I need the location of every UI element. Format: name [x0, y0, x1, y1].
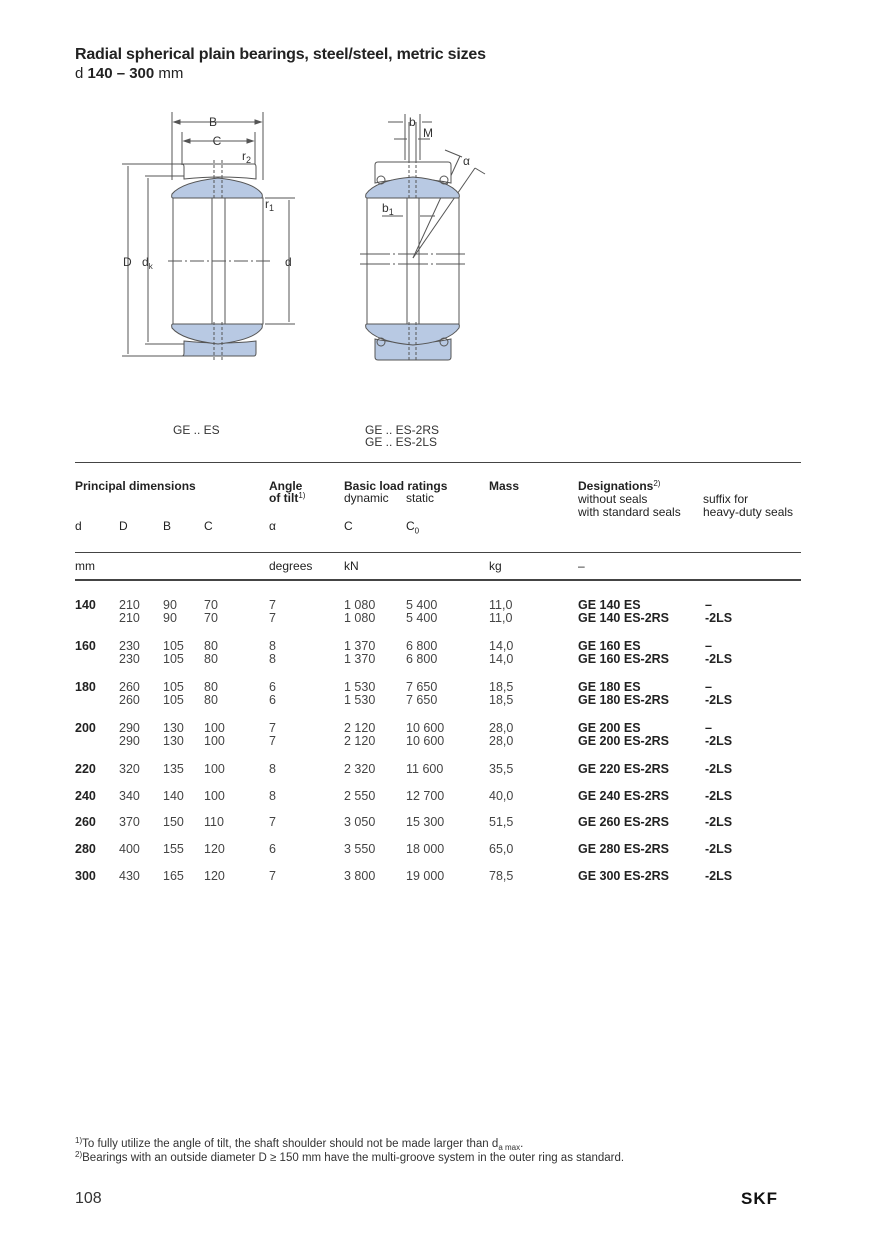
header-dynamic: dynamic [344, 491, 389, 505]
cell-suffix: -2LS [705, 762, 733, 776]
cell-c: 70 [204, 611, 218, 625]
cell-designation: GE 180 ES [578, 680, 641, 694]
cell-suffix: -2LS [705, 842, 733, 857]
header-without-seals: without seals [578, 492, 648, 506]
cell-d: 290 [119, 721, 140, 735]
header-with-standard-seals: with standard seals [578, 505, 681, 519]
cell-suffix: -2LS [705, 652, 733, 666]
cell-designation: GE 300 ES-2RS [578, 868, 670, 883]
cell-alpha: 8 [269, 762, 276, 776]
cell-d: 340 [119, 788, 140, 803]
table-top-rule [75, 462, 801, 463]
caption-ge-es: GE .. ES [173, 423, 220, 437]
units-top-rule [75, 552, 801, 553]
label-C: C [212, 134, 222, 148]
cell-mass: 28,0 [489, 721, 514, 735]
cell-mass: 11,0 [489, 611, 513, 625]
cell-alpha: 7 [269, 598, 276, 612]
cell-c0: 6 800 [406, 639, 438, 653]
unit-kN: kN [344, 559, 359, 573]
cell-c0: 18 000 [406, 842, 445, 857]
bearing-diagram-ge-es-2rs [350, 110, 500, 370]
cell-c: 80 [204, 639, 218, 653]
cell-c0: 10 600 [406, 721, 445, 735]
cell-designation: GE 280 ES-2RS [578, 842, 670, 857]
cell-c-dyn: 1 080 [344, 598, 376, 612]
cell-c-dyn: 1 370 [344, 639, 376, 653]
skf-logo-text: SKF [741, 1190, 778, 1206]
cell-designation: GE 180 ES-2RS [578, 693, 670, 707]
cell-designation: GE 160 ES [578, 639, 641, 653]
page-number: 108 [75, 1190, 102, 1207]
cell-c-dyn: 1 530 [344, 680, 376, 694]
cell-c: 120 [204, 842, 225, 857]
cell-c: 80 [204, 693, 218, 707]
cell-designation: GE 200 ES [578, 721, 641, 735]
footnote-2: $^{2)}$Bearings with an outside diameter D ≥ 150 mm have the multi-groove system in the outer ring as standard. [75, 1150, 625, 1164]
cell-c0: 10 600 [406, 734, 445, 748]
subtitle-prefix: d [75, 65, 84, 82]
header-of-tilt: of tilt$^{1)}$ [269, 491, 306, 505]
cell-d: 260 [119, 693, 140, 707]
header-static: static [406, 491, 435, 505]
symbol-D: D [119, 519, 128, 533]
unit-kg: kg [489, 559, 502, 573]
cell-c0: 12 700 [406, 788, 445, 803]
cell-b: 105 [163, 639, 184, 653]
cell-designation: GE 140 ES-2RS [578, 611, 670, 625]
cell-c: 100 [204, 721, 225, 735]
cell-suffix: – [705, 639, 712, 653]
cell-d: 300 [75, 868, 96, 883]
cell-d: 210 [119, 598, 140, 612]
cell-suffix: -2LS [705, 868, 733, 883]
cell-c0: 15 300 [406, 815, 445, 830]
cell-mass: 35,5 [489, 762, 514, 776]
label-d: d [285, 255, 292, 269]
cell-b: 105 [163, 652, 184, 666]
cell-suffix: – [705, 680, 712, 694]
cell-suffix: -2LS [705, 788, 733, 803]
cell-c-dyn: 1 370 [344, 652, 376, 666]
cell-designation: GE 160 ES-2RS [578, 652, 670, 666]
cell-d: 180 [75, 680, 96, 694]
label-M: M [423, 126, 433, 140]
symbol-C0: $C_0$ [406, 519, 420, 536]
cell-mass: 11,0 [489, 598, 513, 612]
cell-c-dyn: 2 320 [344, 762, 376, 776]
cell-alpha: 7 [269, 815, 276, 830]
cell-designation: GE 260 ES-2RS [578, 815, 670, 830]
subtitle-range: 140 – 300 [87, 65, 155, 82]
cell-mass: 14,0 [489, 639, 514, 653]
cell-c0: 11 600 [406, 762, 444, 776]
cell-c0: 5 400 [406, 598, 438, 612]
cell-b: 105 [163, 693, 184, 707]
cell-alpha: 7 [269, 721, 276, 735]
label-B: B [208, 115, 218, 129]
caption-ge-es-2rs: GE .. ES-2RS [365, 423, 440, 437]
cell-mass: 51,5 [489, 815, 514, 830]
cell-c0: 6 800 [406, 652, 438, 666]
cell-suffix: -2LS [705, 693, 733, 707]
footnote-1: $^{1)}$To fully utilize the angle of tilt, the shaft shoulder should not be made larger than $d_{a max}$. [75, 1136, 524, 1152]
cell-designation: GE 140 ES [578, 598, 641, 612]
cell-d: 400 [119, 842, 140, 857]
cell-c: 110 [204, 815, 224, 830]
symbol-C: C [204, 519, 213, 533]
cell-alpha: 7 [269, 734, 276, 748]
cell-d: 160 [75, 639, 96, 653]
cell-alpha: 8 [269, 639, 276, 653]
cell-b: 155 [163, 842, 184, 857]
label-r2: $r_2$ [242, 149, 252, 165]
header-load-ratings: Basic load ratings [344, 479, 448, 493]
cell-c-dyn: 2 550 [344, 788, 376, 803]
cell-d: 220 [75, 762, 96, 776]
cell-b: 130 [163, 721, 184, 735]
unit-mm: mm [75, 559, 95, 573]
cell-mass: 18,5 [489, 693, 514, 707]
cell-c: 100 [204, 788, 225, 803]
cell-designation: GE 220 ES-2RS [578, 762, 670, 776]
cell-suffix: – [705, 598, 712, 612]
cell-d: 430 [119, 868, 140, 883]
header-heavy-duty-seals: heavy-duty seals [703, 505, 794, 519]
cell-c-dyn: 1 080 [344, 611, 376, 625]
cell-mass: 18,5 [489, 680, 514, 694]
cell-suffix: -2LS [705, 734, 733, 748]
cell-b: 140 [163, 788, 184, 803]
cell-suffix: – [705, 721, 712, 735]
cell-alpha: 6 [269, 680, 276, 694]
cell-c: 70 [204, 598, 218, 612]
cell-suffix: -2LS [705, 815, 733, 830]
header-designations: Designations$^{2)}$ [578, 479, 661, 493]
cell-c: 120 [204, 868, 225, 883]
cell-mass: 65,0 [489, 842, 514, 857]
cell-c-dyn: 2 120 [344, 721, 376, 735]
cell-d: 140 [75, 598, 96, 612]
cell-designation: GE 240 ES-2RS [578, 788, 670, 803]
cell-c: 80 [204, 680, 218, 694]
cell-c0: 5 400 [406, 611, 438, 625]
skf-logo [741, 1190, 801, 1206]
cell-mass: 40,0 [489, 788, 514, 803]
symbol-alpha: α [269, 519, 276, 533]
cell-designation: GE 200 ES-2RS [578, 734, 670, 748]
cell-c-dyn: 1 530 [344, 693, 376, 707]
header-principal-dimensions: Principal dimensions [75, 479, 196, 493]
cell-c-dyn: 3 550 [344, 842, 376, 857]
cell-d: 230 [119, 639, 140, 653]
cell-alpha: 6 [269, 693, 276, 707]
cell-alpha: 7 [269, 868, 276, 883]
symbol-C-dynamic: C [344, 519, 353, 533]
page-title: Radial spherical plain bearings, steel/steel, metric sizes [75, 46, 486, 63]
cell-c0: 19 000 [406, 868, 445, 883]
cell-c0: 7 650 [406, 693, 438, 707]
cell-alpha: 6 [269, 842, 276, 857]
cell-d: 370 [119, 815, 140, 830]
caption-ge-es-2ls: GE .. ES-2LS [365, 435, 438, 449]
cell-c: 100 [204, 762, 225, 776]
label-r1: $r_1$ [265, 197, 275, 213]
cell-b: 130 [163, 734, 184, 748]
cell-c-dyn: 2 120 [344, 734, 376, 748]
cell-alpha: 8 [269, 652, 276, 666]
cell-b: 90 [163, 611, 177, 625]
label-b: b [409, 115, 416, 129]
cell-d: 320 [119, 762, 140, 776]
cell-b: 105 [163, 680, 184, 694]
cell-mass: 78,5 [489, 868, 514, 883]
cell-c0: 7 650 [406, 680, 438, 694]
cell-c: 80 [204, 652, 218, 666]
cell-b: 150 [163, 815, 184, 830]
units-bottom-rule [75, 579, 801, 581]
label-dk: $d_k$ [142, 255, 153, 271]
cell-c: 100 [204, 734, 225, 748]
label-D: D [123, 255, 132, 269]
symbol-d: d [75, 519, 82, 533]
page-subtitle [75, 65, 183, 82]
subtitle-unit: mm [158, 65, 184, 82]
cell-b: 135 [163, 762, 184, 776]
cell-d: 290 [119, 734, 140, 748]
header-angle: Angle [269, 479, 303, 493]
cell-d: 280 [75, 842, 96, 857]
cell-d: 210 [119, 611, 140, 625]
cell-d: 200 [75, 721, 96, 735]
cell-d: 240 [75, 788, 96, 803]
cell-mass: 14,0 [489, 652, 514, 666]
cell-d: 260 [75, 815, 96, 830]
cell-d: 260 [119, 680, 140, 694]
cell-d: 230 [119, 652, 140, 666]
header-suffix-for: suffix for [703, 492, 749, 506]
header-mass: Mass [489, 479, 520, 493]
cell-alpha: 7 [269, 611, 276, 625]
label-b1: $b_1$ [382, 201, 394, 217]
cell-alpha: 8 [269, 788, 276, 803]
symbol-B: B [163, 519, 172, 533]
unit-degrees: degrees [269, 559, 313, 573]
cell-suffix: -2LS [705, 611, 733, 625]
cell-b: 165 [163, 868, 184, 883]
cell-mass: 28,0 [489, 734, 514, 748]
unit-designation: – [578, 559, 585, 573]
cell-b: 90 [163, 598, 177, 612]
cell-c-dyn: 3 050 [344, 815, 376, 830]
cell-c-dyn: 3 800 [344, 868, 376, 883]
bearing-diagram-ge-es [100, 110, 310, 370]
label-alpha: α [463, 154, 470, 168]
